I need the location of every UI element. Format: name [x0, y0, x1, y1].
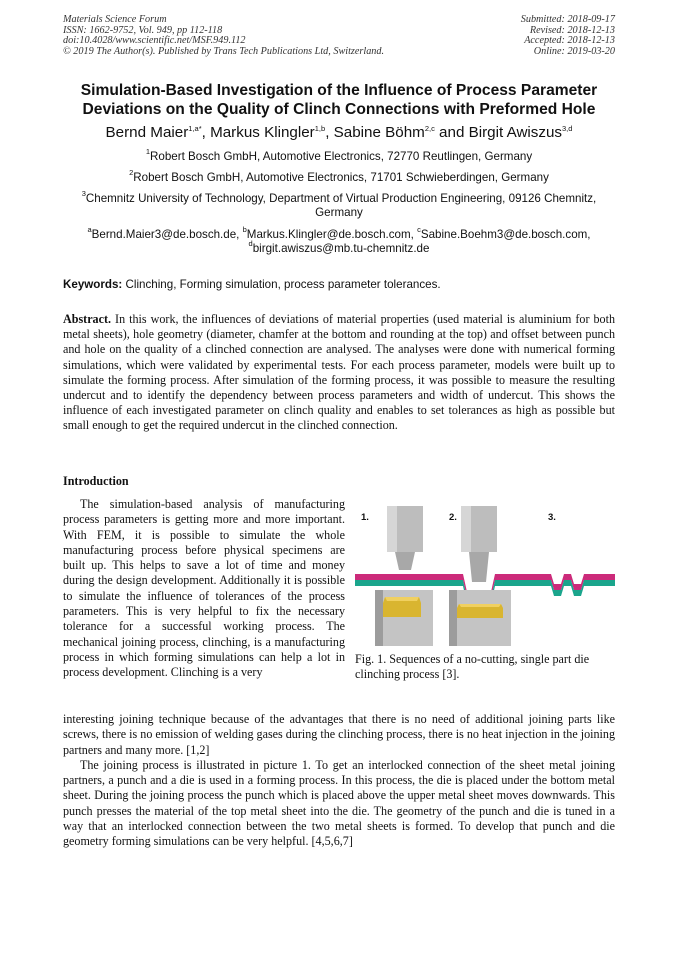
email-link[interactable]: Bernd.Maier3@de.bosch.de, — [91, 228, 243, 241]
affil-text: Robert Bosch GmbH, Automotive Electronics, 71701 Schwieberdingen, Germany — [133, 171, 549, 184]
author-affil-sup: 2,c — [424, 124, 435, 133]
figure-caption: Fig. 1. Sequences of a no-cutting, single part die clinching process [3]. — [355, 652, 590, 682]
keywords-text: Clinching, Forming simulation, process parameter tolerances. — [122, 278, 441, 291]
email-link[interactable]: Sabine.Boehm3@de.bosch.com, — [420, 228, 591, 241]
email-link[interactable]: Markus.Klingler@de.bosch.com, — [246, 228, 418, 241]
affil-text: Robert Bosch GmbH, Automotive Electronics, 72770 Reutlingen, Germany — [150, 150, 533, 163]
journal-header-left — [63, 15, 384, 57]
author-affil-sup: 1,a* — [188, 124, 202, 133]
die-edge — [449, 590, 457, 646]
punch-highlight — [461, 506, 471, 552]
figure-step-label: 2. — [449, 512, 457, 523]
keywords — [63, 278, 615, 292]
affil-sup: 1 — [145, 147, 151, 156]
intro-continuation — [63, 712, 615, 850]
email-sup: d — [248, 239, 253, 248]
affil-text: Chemnitz University of Technology, Department of Virtual Production Engineering, 09126 Chemnitz, Germany — [85, 192, 597, 219]
title-line-2: Deviations on the Quality of Clinch Connections with Preformed Hole — [82, 101, 596, 118]
intro-paragraph-2: The joining process is illustrated in picture 1. To get an interlocked connection of the sheet metal joining partners, a punch and a die is used in a forming process. In this process, the die is placed under the bottom metal sheet. During the joining process the punch which is placed above the upper metal sheet moves downwards. This punch presses the material of the top metal sheet into the die. The geometry of the punch and die is tuned in a way that an interlocked connection between the two metal sheets is formed. To develop that punch and die geometry forming simulations can be very helpful. [4,5,6,7] — [63, 757, 615, 849]
abstract-label: Abstract. — [63, 312, 112, 326]
email-link[interactable]: birgit.awiszus@mb.tu-chemnitz.de — [252, 242, 430, 255]
keywords-label: Keywords: — [63, 278, 123, 291]
intro-paragraph-1-cont: interesting joining technique because of the advantages that there is no need of additional joining parts like screws, there is no emission of welding gases during the clinching process, there is no heat injection in the joining partners and many more. [1,2] — [63, 712, 615, 757]
revised-date: Revised: 2018-12-13 — [529, 24, 615, 36]
author-name: Bernd Maier — [105, 124, 189, 141]
punch-tip — [395, 552, 415, 570]
author-affil-sup: 1,b — [314, 124, 326, 133]
affiliation-1 — [60, 147, 618, 164]
title-line-1: Simulation-Based Investigation of the Influence of Process Parameter — [80, 82, 598, 99]
author-name: , Sabine Böhm — [325, 124, 425, 141]
email-sup: b — [242, 225, 247, 234]
abstract-text: In this work, the influences of deviations of material properties (used material is aluminium for both metal sheets), hole geometry (diameter, chamfer at the bottom and rounding at the top) and offset between punch and hole on the quality of a clinched connection are analysed. The analyses were done with numerical forming simulations, which were validated by experimental tests. For each process parameter, models were built up to simulate the forming process. After simulation of the forming process, it was possible to measure the resulting undercut and to identify the dependency between process parameters and width of undercut. This shows the influence of each investigated parameter on clinch quality and enables to set tolerances as high as possible but small enough to get the required undercut in the clinched connection. — [63, 312, 615, 433]
die-insert-highlight — [385, 597, 419, 601]
affil-sup: 3 — [81, 189, 86, 198]
author-name: and Birgit Awiszus — [434, 124, 563, 141]
affil-sup: 2 — [129, 168, 134, 177]
die-edge — [375, 590, 383, 646]
journal-header-right — [521, 15, 615, 57]
intro-column — [63, 497, 345, 681]
journal-name: Materials Science Forum — [63, 14, 167, 25]
submitted-date: Submitted: 2018-09-17 — [520, 14, 615, 25]
copyright-line: © 2019 The Author(s). Published by Trans Tech Publications Ltd, Switzerland. — [63, 45, 385, 57]
email-list — [60, 225, 618, 256]
die-insert-highlight — [459, 604, 501, 607]
stage-1-tooling — [387, 506, 423, 570]
abstract — [63, 312, 615, 434]
author-list — [40, 124, 638, 142]
punch-tip — [469, 552, 489, 582]
section-heading-introduction: Introduction — [63, 474, 129, 488]
accepted-date: Accepted: 2018-12-13 — [524, 35, 615, 47]
author-name: , Markus Klingler — [201, 124, 315, 141]
stage-1-die — [375, 590, 433, 646]
email-sup: a — [87, 225, 92, 234]
affiliation-2 — [60, 168, 618, 185]
author-affil-sup: 3,d — [562, 124, 573, 133]
intro-paragraph-1: The simulation-based analysis of manufacturing process parameters is getting more and more important. With FEM, it is possible to simulate the whole manufacturing process before physical specimens are built up. This helps to save a lot of time and money during the design development. Additionally it is possible to simulate the influence of tolerances of the process parameters. This is very helpful to fix the necessary tolerance for a successful working process. The mechanical joining process, clinching, is a manufacturing process in which forming simulations can help a lot in process development. Clinching is a very — [63, 497, 345, 680]
figure-step-label: 3. — [548, 512, 556, 523]
clinching-figure — [355, 500, 615, 650]
stage-2-die — [449, 590, 511, 646]
issn-line: ISSN: 1662-9752, Vol. 949, pp 112-118 — [63, 24, 223, 36]
email-sup: c — [417, 225, 421, 234]
affiliation-3 — [60, 189, 618, 220]
figure-step-label: 1. — [361, 512, 369, 523]
doi-line[interactable]: doi:10.4028/www.scientific.net/MSF.949.112 — [63, 35, 246, 47]
online-date: Online: 2019-03-20 — [533, 45, 615, 57]
punch-highlight — [387, 506, 397, 552]
paper-title — [40, 81, 638, 119]
stage-2-tooling — [461, 506, 497, 582]
